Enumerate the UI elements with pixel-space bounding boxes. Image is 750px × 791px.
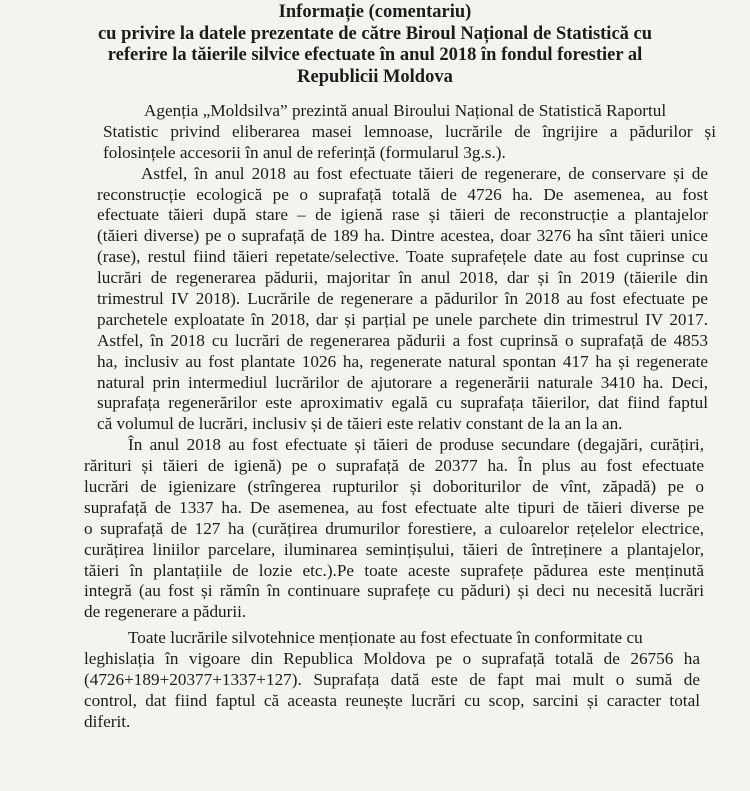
title-line: Republicii Moldova: [297, 66, 453, 87]
title-line: cu privire la datele prezentate de către Biroul Național de Statistică cu: [97, 23, 653, 44]
text-line: folosințele accesorii în anul de referință (formularul 3g.s.).: [103, 142, 506, 162]
text-line: (tăieri diverse) pe o suprafață de 189 ha. Dintre acestea, doar 3276 ha sînt tăieri unice: [97, 226, 708, 246]
text-line: efectuate tăieri după stare – de igienă rase și tăieri de reconstrucție a plantajelor: [97, 205, 708, 225]
text-line: Astfel, în 2018 cu lucrări de regenerarea pădurii a fost cuprinsă o suprafață de 4853: [97, 330, 708, 350]
text-line: diferit.: [84, 711, 131, 731]
text-line: natural prin intermediul lucrărilor de ajutorare a regenerării naturale 3410 ha. Deci,: [97, 372, 708, 392]
text-line: suprafața regenerărilor este aproximativ egală cu suprafața tăierilor, dat fiind faptul: [97, 393, 708, 413]
text-line: În anul 2018 au fost efectuate și tăieri de produse secundare (degajări, curățiri,: [128, 435, 704, 455]
text-line: control, dat fiind faptul că aceasta reunește lucrări cu scop, sarcini și caracter total: [84, 690, 700, 710]
text-line: suprafață de 1337 ha. De asemenea, au fost efectuate alte tipuri de tăieri diverse pe: [84, 497, 704, 517]
text-line: trimestrul IV 2018). Lucrările de regenerare a pădurilor în 2018 au fost efectuate pe: [97, 289, 708, 309]
text-line: o suprafață de 127 ha (curățirea drumurilor forestiere, a culoarelor rețelelor electrice,: [84, 518, 704, 538]
text-line: parchetele exploatate în 2018, dar și parțial pe unele parchete din trimestrul IV 2017.: [97, 309, 708, 329]
text-line: Toate lucrările silvotehnice menționate au fost efectuate în conformitate cu: [128, 628, 643, 648]
title-line: referire la tăierile silvice efectuate în anul 2018 în fondul forestier al: [107, 45, 643, 65]
text-line: leghislația în vigoare din Republica Moldova pe o suprafață totală de 26756 ha: [84, 649, 700, 669]
text-line: Statistic privind eliberarea masei lemnoase, lucrările de îngrijire a pădurilor și: [103, 121, 716, 141]
text-line: lucrări de igienizare (strîngerea rupturilor și doboriturilor de vînt, zăpadă) pe o: [84, 477, 704, 497]
text-line: (4726+189+20377+1337+127). Suprafața dată este de fapt mai mult o sumă de: [84, 670, 700, 690]
text-line: ha, inclusiv au fost plantate 1026 ha, regenerate natural spontan 417 ha și regenerate: [97, 351, 708, 371]
text-line: Agenția „Moldsilva” prezintă anual Biroului Național de Statistică Raportul: [144, 101, 667, 120]
text-line: integră (au fost și rămîn în continuare suprafețe cu păduri) și deci nu necesită lucrări: [84, 581, 704, 601]
text-line: (rase), restul fiind tăieri repetate/selective. Toate suprafețele date au fost cuprinse cu: [97, 247, 708, 267]
document-title: [40, 2, 710, 88]
title-line: Informație (comentariu): [278, 2, 472, 22]
document-body: [0, 101, 750, 733]
text-line: curățirea liniilor parcelare, iluminarea semințișului, tăieri de întreținere a plantajelor,: [84, 539, 704, 559]
text-line: rărituri și tăieri de igienă) pe o suprafață de 20377 ha. În plus au fost efectuate: [84, 456, 704, 476]
text-line: reconstrucție ecologică pe o suprafață totală de 4726 ha. De asemenea, au fost: [97, 184, 708, 204]
text-line: tăieri în plantațiile de lozie etc.).Pe toate aceste suprafețe pădurea este menținută: [84, 560, 704, 580]
text-line: Astfel, în anul 2018 au fost efectuate tăieri de regenerare, de conservare și de: [141, 163, 708, 183]
text-line: că volumul de lucrări, inclusiv și de tăieri este relativ constant de la an la an.: [97, 414, 623, 434]
text-line: de regenerare a pădurii.: [84, 602, 247, 622]
text-line: lucrări de regenerarea pădurii, majoritar în anul 2018, dar și în 2019 (tăierile din: [97, 268, 708, 288]
